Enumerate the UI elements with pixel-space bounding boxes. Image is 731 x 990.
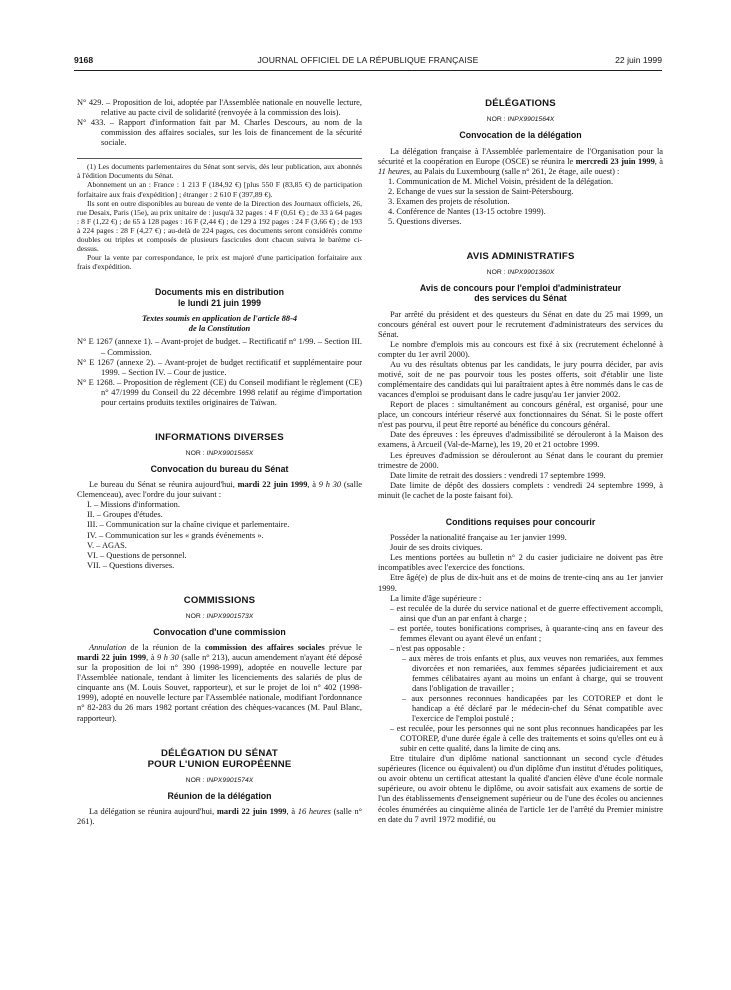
agenda-item: V. – AGAS. <box>87 540 127 550</box>
avis-paragraph: Date limite de retrait des dossiers : vendredi 17 septembre 1999. <box>390 470 606 480</box>
avis-paragraph: Date limite de dépôt des dossiers complets : vendredi 24 septembre 1999, à minuit (le cachet de la poste faisant foi). <box>378 480 663 500</box>
age-limit-item: – est portée, toutes bonifications comprises, à quarante-cinq ans en faveur des femmes élevant ou ayant élevé un enfant ; <box>390 623 663 643</box>
age-limit-item: – est reculée, pour les personnes qui ne sont plus reconnues handicapées par les COTOREP, d'une durée égale à celle des traitements et soins qu'elles ont eu à subir en cette qualité, dans la limite de cinq ans. <box>390 724 663 754</box>
avis-paragraph: Date des épreuves : les épreuves d'admissibilité se dérouleront à la Maison des examens, à Arcueil (Val-de-Marne), les 19, 20 et 21 octobre 1999. <box>378 430 663 450</box>
distribution-item: N° E 1268. – Proposition de règlement (CE) du Conseil modifiant le règlement (CE) n° 47/1999 du Conseil du 22 décembre 1998 relatif au régime d'importation pour certains produits textiles originaires de Taïwan. <box>77 377 362 407</box>
subheading-avis-concours: Avis de concours pour l'emploi d'administrateur <box>419 282 622 293</box>
nor-reference: NOR : INPX9901360X <box>486 268 555 276</box>
delegation-paragraph: La délégation se réunira aujourd'hui, mardi 22 juin 1999, à 16 heures (salle n° 261). <box>77 807 363 827</box>
age-limit-subitem: – aux mères de trois enfants et plus, aux veuves non remariées, aux femmes divorcées et non remariées, aux femmes séparées judiciairement et aux femmes célibataires ayant au moins un enfant à charge, qui se trouvent dans l'obligation de travailler ; <box>402 653 663 693</box>
left-column <box>77 98 362 827</box>
delegation-osce-paragraph: La délégation française à l'Assemblée parlementaire de l'Organisation pour la sécurité et la coopération en Europe (OSCE) se réunira le mercredi 23 juin 1999, à 11 heures, au Palais du Luxembourg (salle n° 261, 2e étage, aile ouest) : <box>378 146 663 176</box>
avis-paragraph: Report de places : simultanément au concours général, est organisé, pour une place, un concours intérieur réservé aux fonctionnaires du Sénat. Si le poste offert n'est pas pourvu, il peut être reporté au bénéfice du concours général. <box>378 400 663 430</box>
subheading-convocation-delegation: Convocation de la délégation <box>459 130 582 140</box>
agenda-item: 1. Communication de M. Michel Voisin, président de la délégation. <box>388 176 614 186</box>
right-column <box>378 98 663 825</box>
age-limit-item: – est reculée de la durée du service national et de guerre effectivement accompli, ainsi que d'un an par enfant à charge ; <box>390 603 663 623</box>
nor-reference: NOR : INPX9901564X <box>486 116 555 123</box>
page-header <box>74 55 662 67</box>
age-limit-subitem: – aux personnes reconnues handicapées par les COTOREP et dont le handicap a été déclaré par le médecin-chef du Sénat compatible avec l'exercice de l'emploi postulé ; <box>402 694 663 724</box>
footnote-paragraph: Pour la vente par correspondance, le prix est majoré d'une participation forfaitaire aux frais d'expédition. <box>77 253 362 272</box>
conditions-paragraph: Posséder la nationalité française au 1er janvier 1999. <box>390 533 567 543</box>
subheading-avis-concours: des services du Sénat <box>474 293 567 304</box>
avis-paragraph: Les épreuves d'admission se dérouleront au Sénat dans le courant du premier trimestre de 2000. <box>378 450 663 470</box>
commission-paragraph: Annulation de la réunion de la commission des affaires sociales prévue le mardi 22 juin 1999, à 9 h 30 (salle n° 213), aucun amendement n'ayant été déposé sur la proposition de loi n° 390 (1998-1999), adoptée en nouvelle lecture par l'Assemblée nationale, tendant à limiter les licenciements des salariés de plus de cinquante ans (M. Louis Souvet, rapporteur), et sur le projet de loi n° 402 (1998-1999), adopté en nouvelle lecture par l'Assemblée nationale, modifiant l'ordonnance n° 82-283 du 26 mars 1982 portant création des chèques-vacances (M. Paul Blanc, rapporteur). <box>77 643 363 723</box>
document-item: N° 429. – Proposition de loi, adoptée par l'Assemblée nationale en nouvelle lecture, relative au pacte civil de solidarité (renvoyée à la commission des lois). <box>77 98 362 118</box>
agenda-item: 4. Conférence de Nantes (13-15 octobre 1999). <box>388 206 546 216</box>
avis-paragraph: Par arrêté du président et des questeurs du Sénat en date du 25 mai 1999, un concours général est ouvert pour le recrutement d'administrateurs des services du Sénat. <box>378 309 663 339</box>
distribution-title: Documents mis en distribution <box>154 287 285 298</box>
nor-reference: NOR : INPX9901574X <box>185 776 254 784</box>
age-limit-item: – n'est pas opposable : <box>390 643 466 653</box>
section-heading-avis: AVIS ADMINISTRATIFS <box>466 250 575 262</box>
convocation-paragraph: Le bureau du Sénat se réunira aujourd'hui, mardi 22 juin 1999, à 9 h 30 (salle Clemenceau), avec l'ordre du jour suivant : <box>77 480 363 500</box>
distribution-item: N° E 1267 (annexe 1). – Avant-projet de budget. – Rectificatif n° 1/99. – Section III. – Commission. <box>77 337 362 357</box>
distribution-item: N° E 1267 (annexe 2). – Avant-projet de budget rectificatif et supplémentaire pour 1999. – Section IV. – Cour de justice. <box>77 357 362 377</box>
nor-reference: NOR : INPX9901573X <box>185 612 254 620</box>
document-item: N° 433. – Rapport d'information fait par M. Charles Descours, au nom de la commission des affaires sociales, sur les lois de financement de la sécurité sociale. <box>77 118 362 148</box>
distribution-subtitle: Textes soumis en application de l'article 88-4 <box>141 314 298 324</box>
section-heading-delegation-ue: DÉLÉGATION DU SÉNAT <box>161 747 278 759</box>
issue-date: 22 juin 1999 <box>615 55 662 65</box>
agenda-item: VI. – Questions de personnel. <box>87 550 187 560</box>
diploma-paragraph: Etre titulaire d'un diplôme national sanctionnant un second cycle d'études supérieures (licence ou équivalent) ou d'un diplôme d'un institut d'études politiques, ou avoir obtenu un certificat attestant la qualité d'ancien élève d'une école normale supérieure, ou avoir obtenu le diplôme, ou avoir satisfait aux examens de sortie de l'un des établissements d'enseignement supérieur ou de l'une des écoles ou anciennes écoles énumérées au cinquième alinéa de l'article 1er de l'arrêté du Premier ministre en date du 7 avril 1972 modifié, ou <box>378 754 663 824</box>
conditions-paragraph: La limite d'âge supérieure : <box>390 593 482 603</box>
agenda-item: 3. Examen des projets de résolution. <box>388 196 510 206</box>
agenda-item: 5. Questions diverses. <box>388 216 462 226</box>
agenda-item: III. – Communication sur la chaîne civique et parlementaire. <box>87 520 290 530</box>
nor-reference: NOR : INPX9901565X <box>185 449 254 457</box>
section-heading-delegation-ue: POUR L'UNION EUROPÉENNE <box>147 758 292 770</box>
agenda-item: 2. Echange de vues sur la session de Saint-Pétersbourg. <box>388 186 574 196</box>
conditions-paragraph: Les mentions portées au bulletin n° 2 du casier judiciaire ne doivent pas être incompatibles avec l'exercice des fonctions. <box>378 553 663 573</box>
section-heading-commissions: COMMISSIONS <box>183 594 256 606</box>
subheading-convocation-bureau: Convocation du bureau du Sénat <box>150 463 289 474</box>
section-heading-delegations: DÉLÉGATIONS <box>485 98 556 109</box>
subheading-convocation-commission: Convocation d'une commission <box>153 626 286 637</box>
footnote-paragraph: (1) Les documents parlementaires du Sénat sont servis, dès leur publication, aux abonnés à l'édition Documents du Sénat. <box>77 162 362 181</box>
conditions-paragraph: Jouir de ses droits civiques. <box>390 543 483 553</box>
conditions-paragraph: Etre âgé(e) de plus de dix-huit ans et de moins de trente-cinq ans au 1er janvier 1999. <box>378 573 663 593</box>
section-heading-informations: INFORMATIONS DIVERSES <box>155 431 284 443</box>
agenda-item: II. – Groupes d'études. <box>87 510 163 520</box>
journal-title: JOURNAL OFFICIEL DE LA RÉPUBLIQUE FRANÇAISE <box>257 55 479 65</box>
distribution-subtitle: de la Constitution <box>188 324 251 334</box>
subheading-conditions: Conditions requises pour concourir <box>445 516 596 527</box>
page-number: 9168 <box>74 55 94 65</box>
agenda-item: IV. – Communication sur les « grands événements ». <box>87 530 264 540</box>
distribution-date: le lundi 21 juin 1999 <box>177 297 262 308</box>
subheading-reunion-delegation: Réunion de la délégation <box>167 790 272 801</box>
footnote-paragraph: Ils sont en outre disponibles au bureau de vente de la Direction des Journaux officiels, 26, rue Desaix, Paris (15e), au prix unitaire de : jusqu'à 32 pages : 4 F (0,61 €) ; de 33 à 64 pages : 8 F (1,22 €) ; de 65 à 128 pages : 16 F (2,44 €) ; de 129 à 192 pages : 24 F (3,66 €) ; de 193 à 224 pages : 28 F (4,27 €) ; au-delà de 224 pages, ces documents seront considérés comme doubles ou triples et composés de plusieurs fascicules dont chacun suivra le barème ci-dessus. <box>77 198 362 254</box>
header-rule <box>74 70 662 71</box>
avis-paragraph: Au vu des résultats obtenus par les candidats, le jury pourra décider, par avis motivé, soit de ne pas pourvoir tous les postes offerts, soit d'établir une liste complémentaire des candidats qui lui paraîtraient aptes à être nommés dans le cas de vacances d'emploi se produisant dans le cadre jusqu'au 1er janvier 2002. <box>378 360 663 400</box>
agenda-item: I. – Missions d'information. <box>87 500 180 510</box>
footnote-paragraph: Abonnement un an : France : 1 213 F (184,92 €) [plus 550 F (83,85 €) de participation forfaitaire aux frais d'expédition] ; étranger : 2 610 F (397,89 €). <box>77 180 362 199</box>
avis-paragraph: Le nombre d'emplois mis au concours est fixé à six (recrutement échelonné à compter du 1er avril 2000). <box>378 340 663 360</box>
agenda-item: VII. – Questions diverses. <box>87 560 175 570</box>
